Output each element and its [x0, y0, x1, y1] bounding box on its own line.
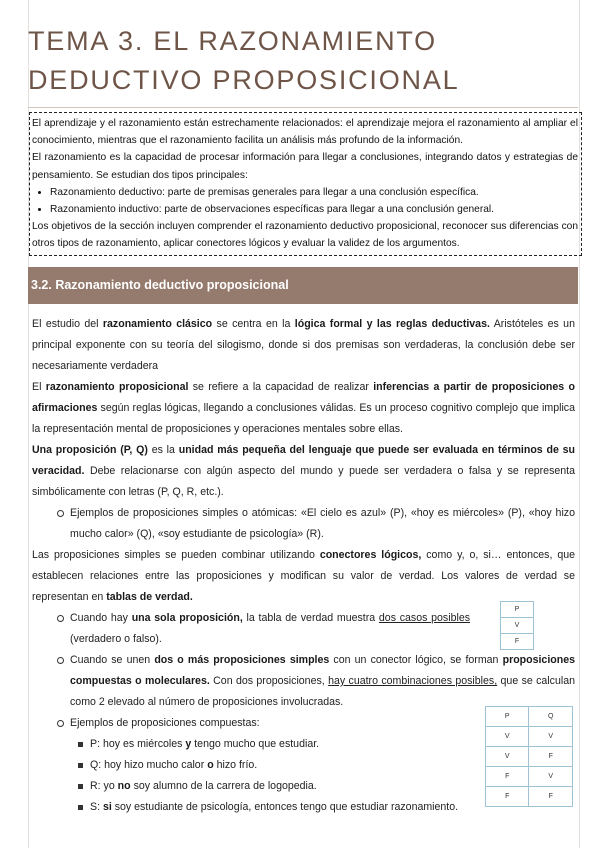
paragraph-razonamiento-clasico: El estudio del razonamiento clásico se centra en la lógica formal y las reglas deductivas. Aristóteles es un principal exponente con su teoría del silogismo, donde si dos premisas son verdaderas, la conclusión debe ser necesariamente verdadera [32, 318, 575, 372]
table-cell: F [486, 787, 529, 807]
table-cell: V [529, 727, 573, 747]
paragraph-proposicion: Una proposición (P, Q) es la unidad más pequeña del lenguaje que puede ser evaluada en términos de su veracidad. Debe relacionarse con algún aspecto del mundo y puede ser verdadera o falsa y se representa simbólicamente con letras (P, Q, R, etc.). [32, 444, 575, 498]
intro-list-item: • Razonamiento inductivo: parte de observaciones específicas para llegar a una conclusión general. [50, 201, 578, 218]
intro-box [29, 112, 582, 256]
truth-table-one-proposition [500, 601, 534, 650]
intro-paragraph-3: Los objetivos de la sección incluyen comprender el razonamiento deductivo proposicional, reconocer sus diferencias con otros tipos de razonamiento, aplicar conectores lógicos y evaluar la validez de los argumentos. [32, 221, 578, 250]
list-item: Cuando hay una sola proposición, la tabla de verdad muestra dos casos posibles (verdadero o falso). [70, 608, 470, 650]
paragraph-razonamiento-proposicional: El razonamiento proposicional se refiere a la capacidad de realizar inferencias a partir de proposiciones o afirmaciones según reglas lógicas, llegando a conclusiones válidas. Es un proceso cognitivo complejo que implica la representación mental de proposiciones y operaciones mentales sobre ellas. [32, 381, 575, 435]
table-cell: F [501, 634, 534, 650]
list-item: R: yo no soy alumno de la carrera de logopedia. [90, 776, 575, 797]
examples-simple-list [32, 503, 575, 545]
title-divider [28, 107, 578, 108]
section-header-bar [28, 267, 578, 304]
table-cell: V [486, 747, 529, 767]
paragraph-conectores: Las proposiciones simples se pueden combinar utilizando conectores lógicos, como y, o, si… entonces, que establecen relaciones entre las proposiciones y modifican su valor de verdad. Los valores de verdad se representan en tablas de verdad. [32, 549, 575, 603]
table-cell: F [529, 747, 573, 767]
intro-paragraph-2: El razonamiento es la capacidad de procesar información para llegar a conclusiones, integrando datos y estrategias de pensamiento. Se estudian dos tipos principales: [32, 152, 578, 181]
table-cell: F [529, 787, 573, 807]
truth-table-two-propositions [485, 706, 573, 807]
table-header-cell: P [486, 707, 529, 727]
intro-list-item: • Razonamiento deductivo: parte de premisas generales para llegar a una conclusión específica. [50, 184, 578, 201]
table-cell: V [486, 727, 529, 747]
table-header-cell: Q [529, 707, 573, 727]
list-item: Q: hoy hizo mucho calor o hizo frío. [90, 755, 575, 776]
list-item: P: hoy es miércoles y tengo mucho que estudiar. [90, 734, 575, 755]
section-heading: 3.2. Razonamiento deductivo proposicional [31, 278, 289, 292]
table-cell: V [529, 767, 573, 787]
intro-paragraph-1: El aprendizaje y el razonamiento están estrechamente relacionados: el aprendizaje mejora el razonamiento al ampliar el conocimiento, mientras que el razonamiento facilita un análisis más profundo de la información. [32, 118, 578, 147]
list-item: Ejemplos de proposiciones simples o atómicas: «El cielo es azul» (P), «hoy es miércoles» (P), «hoy hizo mucho calor» (Q), «soy estudiante de psicología» (R). [70, 503, 575, 545]
page-title: TEMA 3. EL RAZONAMIENTO DEDUCTIVO PROPOSICIONAL [28, 26, 460, 95]
list-item: Ejemplos de proposiciones compuestas: P: hoy es miércoles y tengo mucho que estudiar. Q: hoy hizo mucho calor o hizo frío. R: yo no soy alumno de la carrera de logopedia. S: si soy estudiante de psicología, entonces tengo que estudiar razonamiento. [70, 713, 575, 818]
table-cell: F [486, 767, 529, 787]
table-header-cell: P [501, 602, 534, 618]
list-item: S: si soy estudiante de psicología, entonces tengo que estudiar razonamiento. [90, 797, 575, 818]
list-item: Cuando se unen dos o más proposiciones simples con un conector lógico, se forman proposiciones compuestas o moleculares. Con dos proposiciones, hay cuatro combinaciones posibles, que se calculan como 2 elevado al número de proposiciones involucradas. [70, 650, 575, 713]
intro-list [32, 184, 578, 218]
table-cell: V [501, 618, 534, 634]
